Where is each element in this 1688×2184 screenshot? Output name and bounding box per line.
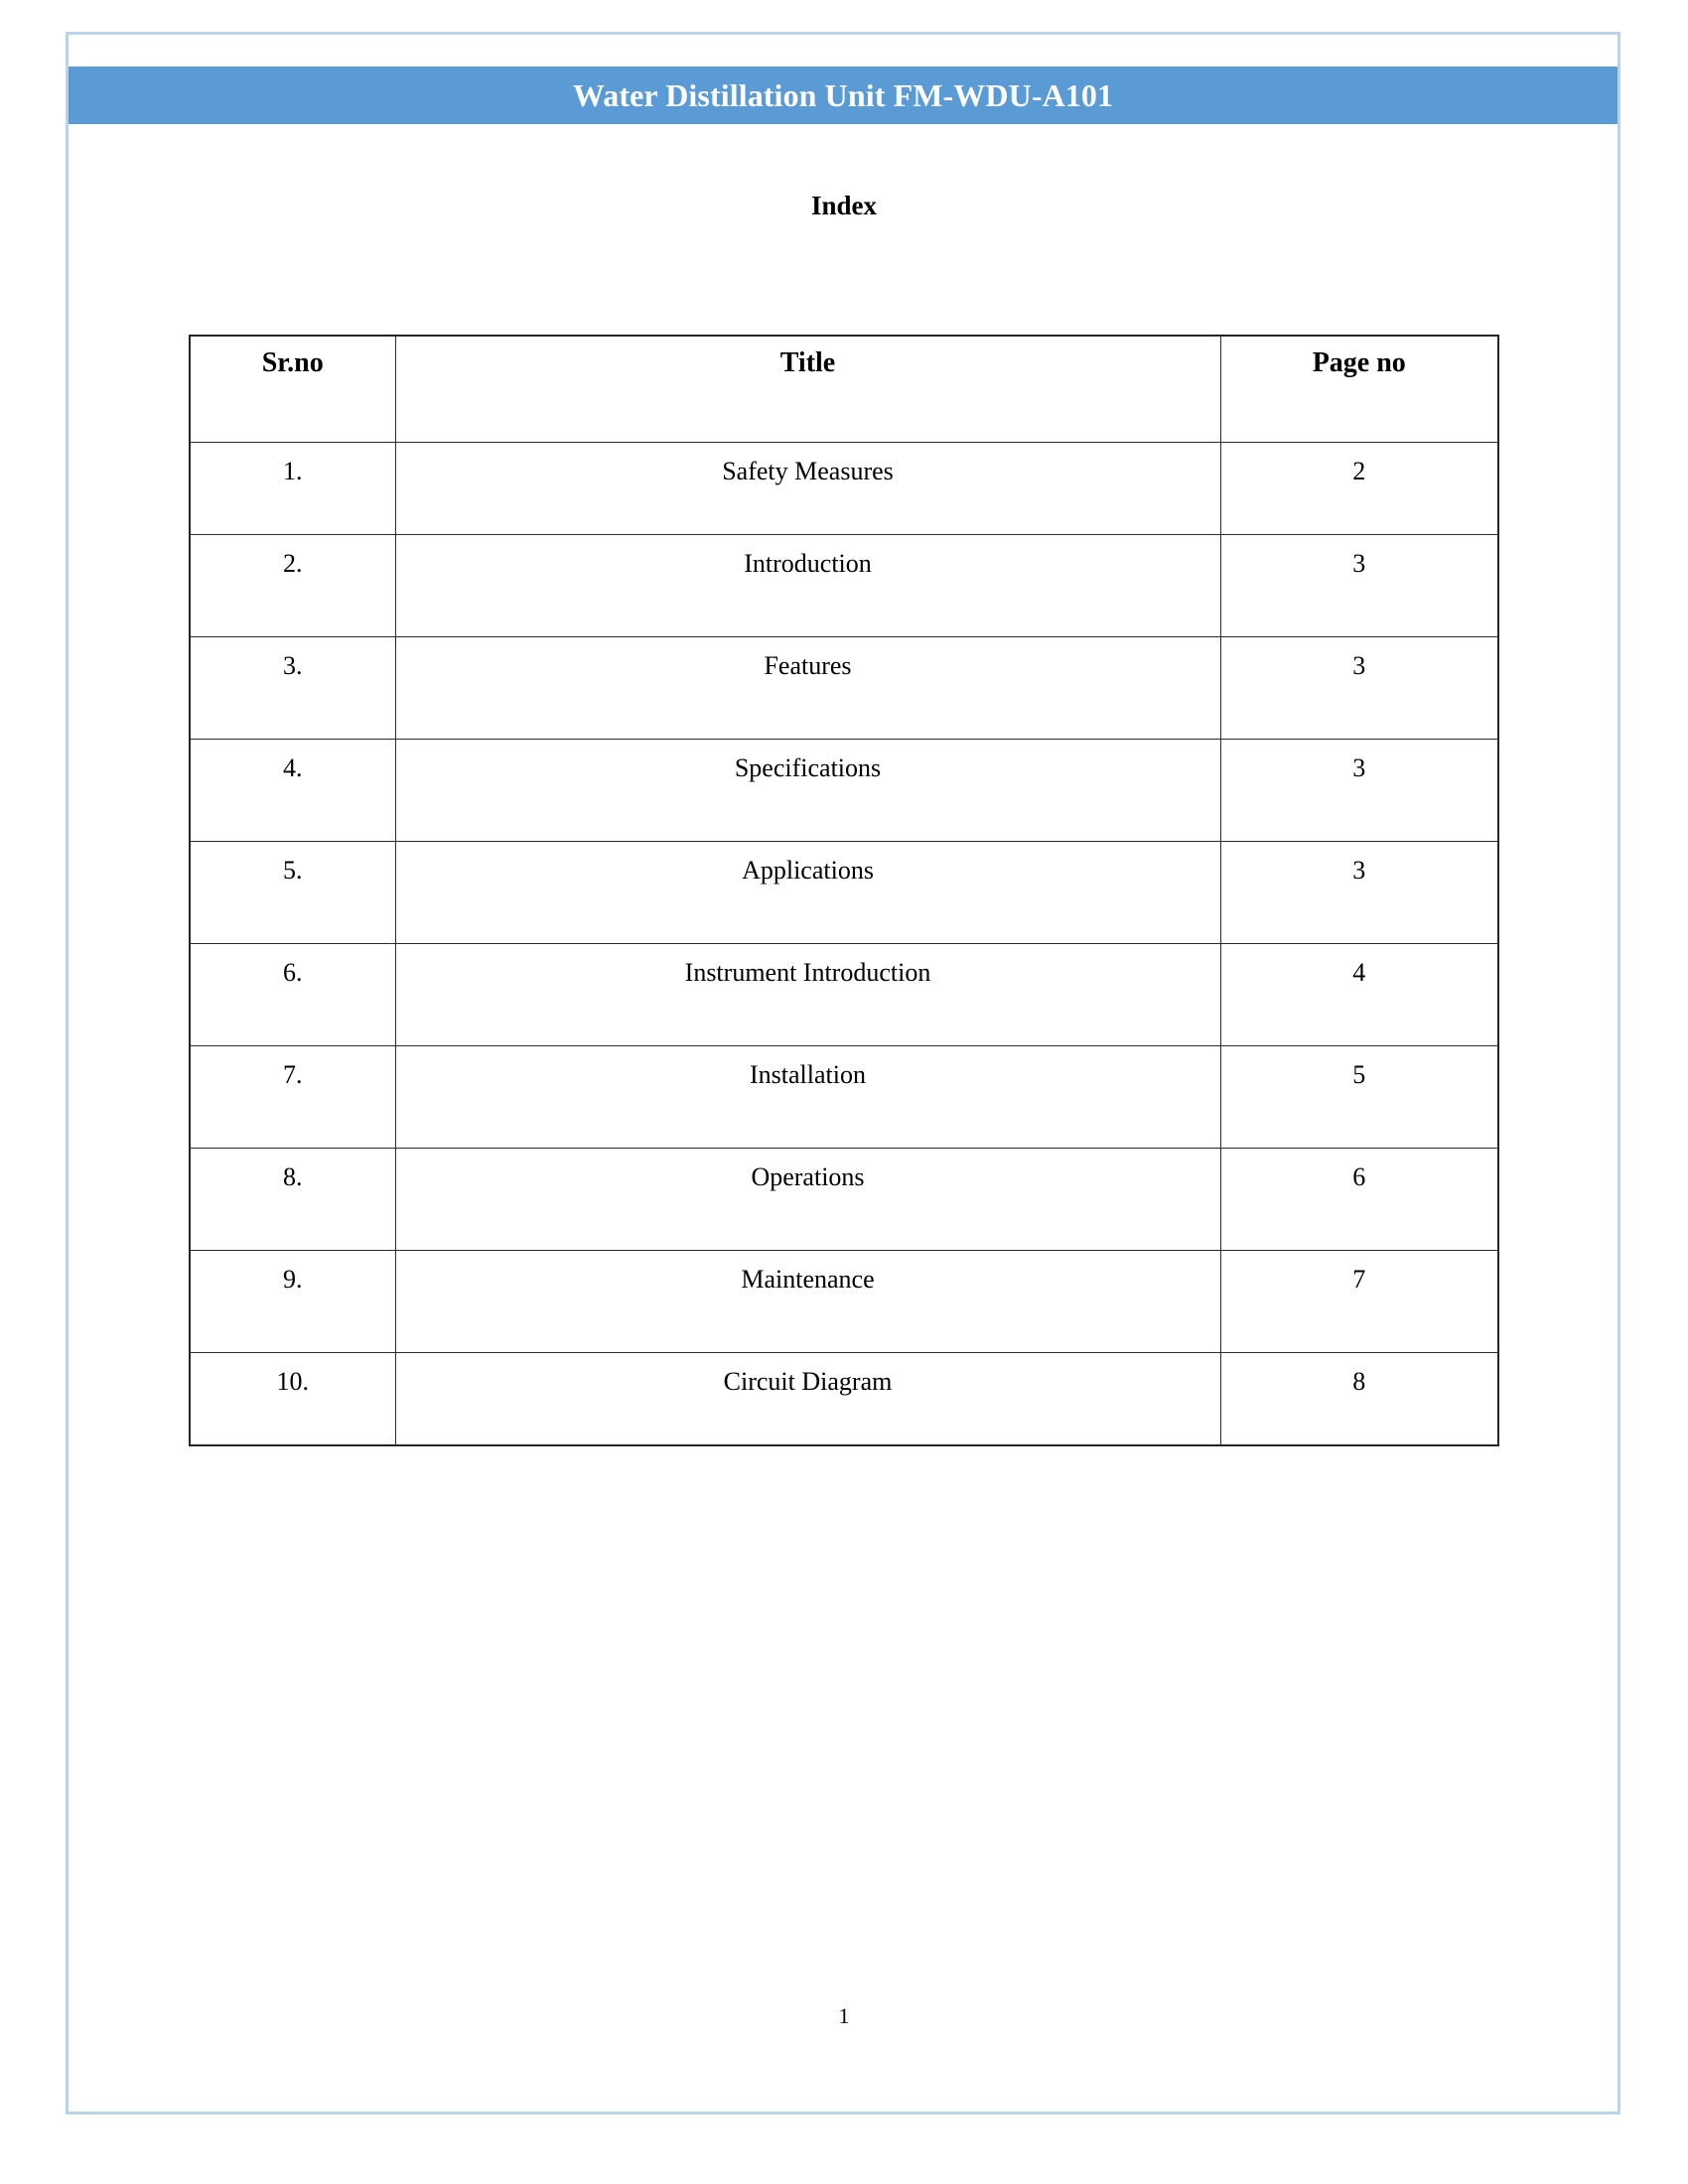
table-cell-page-no — [1220, 944, 1498, 1046]
document-header-banner — [69, 67, 1618, 124]
table-cell-page-no — [1220, 1353, 1498, 1446]
document-title: Water Distillation Unit FM-WDU-A101 — [572, 77, 1114, 113]
table-cell-sr-no — [190, 1149, 395, 1251]
table-cell-sr-no — [190, 944, 395, 1046]
page-title: Index — [810, 191, 878, 220]
table-row — [190, 443, 1498, 535]
table-row — [190, 1353, 1498, 1446]
index-entry-number: 3. — [283, 651, 303, 680]
index-entry-title: Instrument Introduction — [684, 958, 931, 987]
table-cell-sr-no — [190, 1251, 395, 1353]
table-cell-title — [395, 1353, 1220, 1446]
table-row — [190, 535, 1498, 637]
index-entry-title: Features — [764, 651, 852, 680]
table-cell-page-no — [1220, 740, 1498, 842]
column-header-title: Title — [779, 347, 836, 378]
index-entry-number: 1. — [283, 457, 303, 485]
index-entry-page: 3 — [1352, 651, 1366, 680]
index-entry-page: 5 — [1352, 1060, 1366, 1089]
table-row — [190, 944, 1498, 1046]
footer-page-number: 1 — [838, 2003, 850, 2028]
index-entry-title: Circuit Diagram — [723, 1367, 893, 1396]
index-entry-number: 4. — [283, 753, 303, 782]
table-cell-title — [395, 1046, 1220, 1149]
index-entry-number: 9. — [283, 1265, 303, 1294]
table-cell-page-no — [1220, 1046, 1498, 1149]
table-cell-page-no — [1220, 637, 1498, 740]
column-header-page-no: Page no — [1312, 347, 1406, 378]
index-entry-number: 5. — [283, 856, 303, 885]
index-entry-title: Specifications — [734, 753, 882, 782]
column-header-sr-no: Sr.no — [261, 347, 324, 378]
table-cell-title — [395, 842, 1220, 944]
index-entry-title: Introduction — [744, 549, 872, 578]
index-entry-number: 6. — [283, 958, 303, 987]
index-table — [189, 335, 1499, 1446]
table-row — [190, 1251, 1498, 1353]
index-entry-number: 2. — [283, 549, 303, 578]
table-cell-page-no — [1220, 1251, 1498, 1353]
index-entry-title: Applications — [742, 856, 874, 885]
index-entry-number: 8. — [283, 1162, 303, 1191]
table-cell-title — [395, 1251, 1220, 1353]
index-entry-title: Operations — [751, 1162, 865, 1191]
index-entry-title: Maintenance — [741, 1265, 875, 1294]
table-cell-sr-no — [190, 535, 395, 637]
table-cell-title — [395, 637, 1220, 740]
table-header-cell-page-no — [1220, 336, 1498, 443]
index-entry-page: 3 — [1352, 549, 1366, 578]
table-cell-title — [395, 535, 1220, 637]
table-row — [190, 1149, 1498, 1251]
index-entry-page: 4 — [1352, 958, 1366, 987]
table-cell-title — [395, 740, 1220, 842]
index-entry-number: 7. — [283, 1060, 303, 1089]
index-entry-page: 6 — [1352, 1162, 1366, 1191]
table-cell-sr-no — [190, 1353, 395, 1446]
table-header-cell-title — [395, 336, 1220, 443]
index-entry-page: 3 — [1352, 856, 1366, 885]
table-cell-page-no — [1220, 1149, 1498, 1251]
index-entry-page: 3 — [1352, 753, 1366, 782]
table-cell-page-no — [1220, 535, 1498, 637]
table-cell-sr-no — [190, 443, 395, 535]
table-row — [190, 740, 1498, 842]
index-entry-title: Installation — [750, 1060, 866, 1089]
table-cell-sr-no — [190, 637, 395, 740]
table-header-cell-sr-no — [190, 336, 395, 443]
table-cell-page-no — [1220, 842, 1498, 944]
table-cell-title — [395, 944, 1220, 1046]
index-entry-page: 8 — [1352, 1367, 1366, 1396]
index-entry-page: 7 — [1352, 1265, 1366, 1294]
table-row — [190, 1046, 1498, 1149]
table-cell-sr-no — [190, 740, 395, 842]
index-entry-title: Safety Measures — [722, 457, 894, 485]
index-table-container — [189, 335, 1497, 1446]
table-cell-sr-no — [190, 1046, 395, 1149]
table-row — [190, 637, 1498, 740]
index-entry-number: 10. — [276, 1367, 309, 1396]
table-header-row — [190, 336, 1498, 443]
index-entry-page: 2 — [1352, 457, 1366, 485]
table-cell-title — [395, 443, 1220, 535]
table-cell-sr-no — [190, 842, 395, 944]
table-cell-page-no — [1220, 443, 1498, 535]
table-cell-title — [395, 1149, 1220, 1251]
table-row — [190, 842, 1498, 944]
